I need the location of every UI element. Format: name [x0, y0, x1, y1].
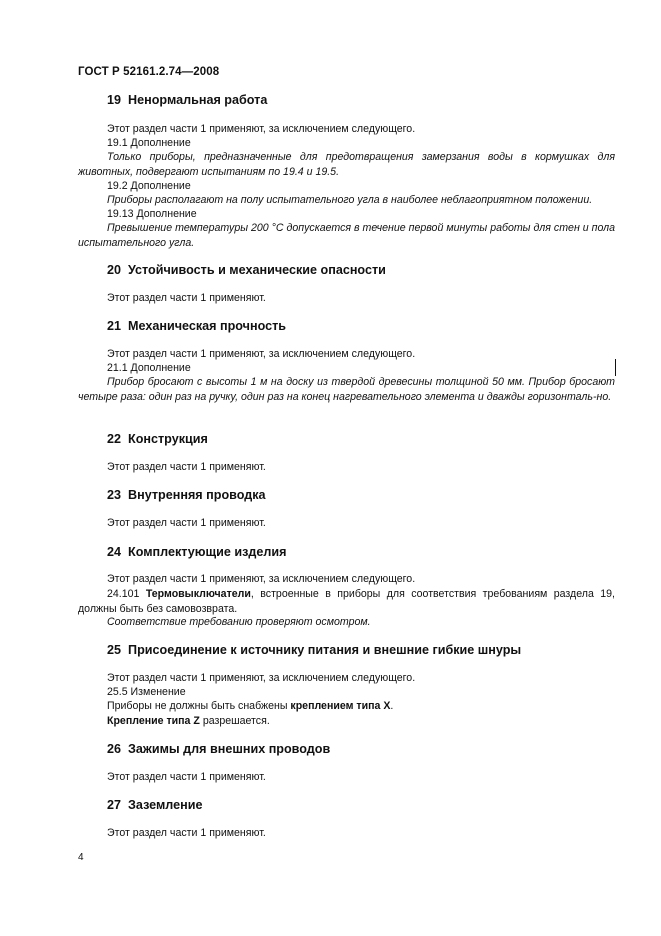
section-title: Комплектующие изделия — [128, 545, 287, 559]
section-26-heading — [107, 742, 617, 757]
clause-21-1-text: Прибор бросают с высоты 1 м на доску из твердой древесины толщиной 50 мм. Прибор бросают четыре раза: один раз на ручку, один раз на конец нагревательного элемента и дважды горизонталь-но. — [78, 376, 615, 403]
page-number: 4 — [78, 852, 84, 863]
section-21-intro: Этот раздел части 1 применяют, за исключением следующего. — [107, 348, 416, 360]
clause-19-1-text: Только приборы, предназначенные для предотвращения замерзания воды в кормушках для животных, подвергают испытаниям по 19.4 и 19.5. — [78, 151, 615, 178]
section-title: Конструкция — [128, 432, 208, 446]
section-number: 26 — [107, 742, 122, 756]
section-number: 23 — [107, 488, 122, 502]
clause-19-2-heading: 19.2 Дополнение — [107, 180, 191, 192]
section-title: Внутренняя проводка — [128, 488, 266, 502]
section-25-intro: Этот раздел части 1 применяют, за исключением следующего. — [107, 672, 416, 684]
section-title: Ненормальная работа — [128, 93, 268, 107]
section-27-heading — [107, 798, 617, 813]
section-number: 24 — [107, 545, 122, 559]
section-22-intro: Этот раздел части 1 применяют. — [107, 461, 266, 473]
section-23-heading — [107, 488, 617, 503]
section-title: Заземление — [128, 798, 203, 812]
clause-24-101-text: 24.101 Термовыключатели, встроенные в приборы для соответствия требованиям раздела 19, должны быть без самовозврата. — [78, 588, 615, 615]
section-number: 19 — [107, 93, 122, 107]
section-title: Устойчивость и механические опасности — [128, 263, 386, 277]
clause-21-1-heading: 21.1 Дополнение — [107, 362, 191, 374]
section-title: Присоединение к источнику питания и внешние гибкие шнуры — [128, 643, 522, 657]
clause-19-13-heading: 19.13 Дополнение — [107, 208, 197, 220]
clause-19-2-text: Приборы располагают на полу испытательного угла в наиболее неблагоприятном положении. — [107, 194, 593, 206]
section-26-intro: Этот раздел части 1 применяют. — [107, 771, 266, 783]
revision-bar — [615, 359, 616, 376]
section-number: 27 — [107, 798, 122, 812]
section-number: 20 — [107, 263, 122, 277]
section-number: 21 — [107, 319, 122, 333]
section-number: 25 — [107, 643, 122, 657]
clause-25-5-text-2: Крепление типа Z разрешается. — [107, 715, 270, 727]
section-number: 22 — [107, 432, 122, 446]
section-title: Механическая прочность — [128, 319, 287, 333]
clause-24-101-check: Соответствие требованию проверяют осмотром. — [107, 616, 371, 628]
section-22-heading — [107, 432, 617, 447]
section-25-heading — [107, 643, 617, 658]
clause-19-1-heading: 19.1 Дополнение — [107, 137, 191, 149]
clause-19-13-text: Превышение температуры 200 °С допускается в течение первой минуты работы для стен и пола испытательного угла. — [78, 222, 615, 249]
standard-header: ГОСТ Р 52161.2.74—2008 — [78, 66, 220, 78]
section-24-intro: Этот раздел части 1 применяют, за исключением следующего. — [107, 573, 416, 585]
section-24-heading — [107, 545, 617, 560]
section-20-intro: Этот раздел части 1 применяют. — [107, 292, 266, 304]
section-19-intro: Этот раздел части 1 применяют, за исключением следующего. — [107, 123, 416, 135]
section-19-heading — [107, 93, 617, 108]
clause-25-5-text: Приборы не должны быть снабжены креплением типа X. — [107, 700, 394, 712]
section-23-intro: Этот раздел части 1 применяют. — [107, 517, 266, 529]
section-21-heading — [107, 319, 617, 334]
section-title: Зажимы для внешних проводов — [128, 742, 331, 756]
section-27-intro: Этот раздел части 1 применяют. — [107, 827, 266, 839]
clause-25-5-heading: 25.5 Изменение — [107, 686, 186, 698]
section-20-heading — [107, 263, 617, 278]
